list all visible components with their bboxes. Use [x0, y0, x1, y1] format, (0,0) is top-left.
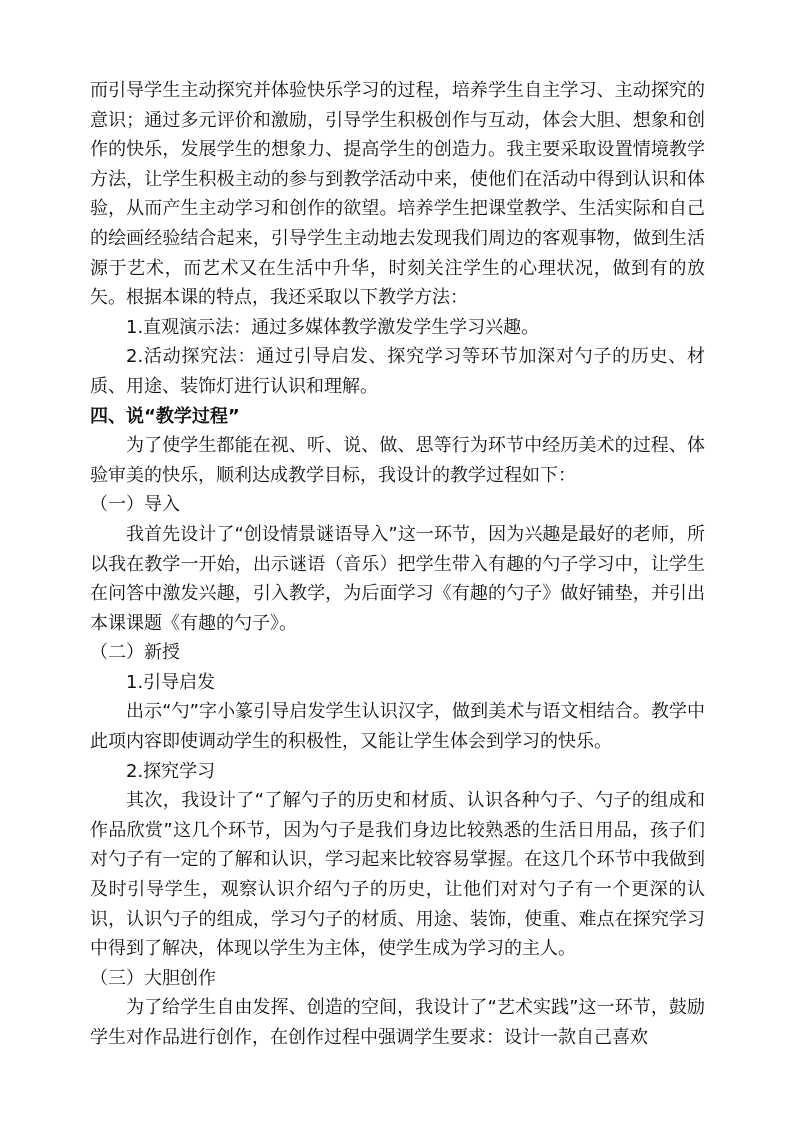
paragraph-introduction: 我首先设计了“创设情景谜语导入”这一环节，因为兴趣是最好的老师，所以我在教学一开始，出示谜语（音乐）把学生带入有趣的勺子学习中，让学生在问答中激发兴趣，引入教学，为后面学习《有趣的勺子》做好铺垫，并引出本课课题《有趣的勺子》。: [90, 523, 705, 634]
subsection-heading-1: （一）导入: [90, 494, 180, 516]
subsection-heading-2: （二）新授: [90, 642, 180, 664]
sub-item-guide-heading: 1.引导启发: [126, 671, 216, 693]
method-item-2: 2.活动探究法：通过引导启发、探究学习等环节加深对勺子的历史、材质、用途、装饰灯进行认识和理解。: [90, 346, 705, 397]
method-item-1: 1.直观演示法：通过多媒体教学激发学生学习兴趣。: [126, 316, 540, 338]
subsection-heading-3: （三）大胆创作: [90, 967, 216, 989]
document-page: [90, 76, 705, 1053]
paragraph-creation: 为了给学生自由发挥、创造的空间，我设计了“艺术实践”这一环节，鼓励学生对作品进行创作，在创作过程中强调学生要求：设计一款自己喜欢: [90, 997, 705, 1048]
paragraph-explore: 其次，我设计了“了解勺子的历史和材质、认识各种勺子、勺子的组成和作品欣赏”这几个环节，因为勺子是我们身边比较熟悉的生活日用品，孩子们对勺子有一定的了解和认识，学习起来比较容易掌握。在这几个环节中我做到及时引导学生，观察认识介绍勺子的历史，让他们对对勺子有一个更深的认识，认识勺子的组成，学习勺子的材质、用途、装饰，使重、难点在探究学习中得到了解决，体现以学生为主体，使学生成为学习的主人。: [90, 790, 705, 960]
paragraph-process-intro: 为了使学生都能在视、听、说、做、思等行为环节中经历美术的过程、体验审美的快乐，顺利达成教学目标，我设计的教学过程如下：: [90, 435, 705, 486]
section-heading-4: 四、说“教学过程”: [90, 405, 240, 427]
paragraph-teaching-methods-intro: 而引导学生主动探究并体验快乐学习的过程，培养学生自主学习、主动探究的意识；通过多元评价和激励，引导学生积极创作与互动，体会大胆、想象和创作的快乐，发展学生的想象力、提高学生的创造力。我主要采取设置情境教学方法，让学生积极主动的参与到教学活动中来，使他们在活动中得到认识和体验，从而产生主动学习和创作的欲望。培养学生把课堂教学、生活实际和自己的绘画经验结合起来，引导学生主动地去发现我们周边的客观事物，做到生活源于艺术，而艺术又在生活中升华，时刻关注学生的心理状况，做到有的放矢。根据本课的特点，我还采取以下教学方法：: [90, 80, 705, 309]
paragraph-guide: 出示“勺”字小篆引导启发学生认识汉字，做到美术与语文相结合。教学中此项内容即使调动学生的积极性，又能让学生体会到学习的快乐。: [90, 701, 705, 753]
sub-item-explore-heading: 2.探究学习: [126, 760, 216, 782]
